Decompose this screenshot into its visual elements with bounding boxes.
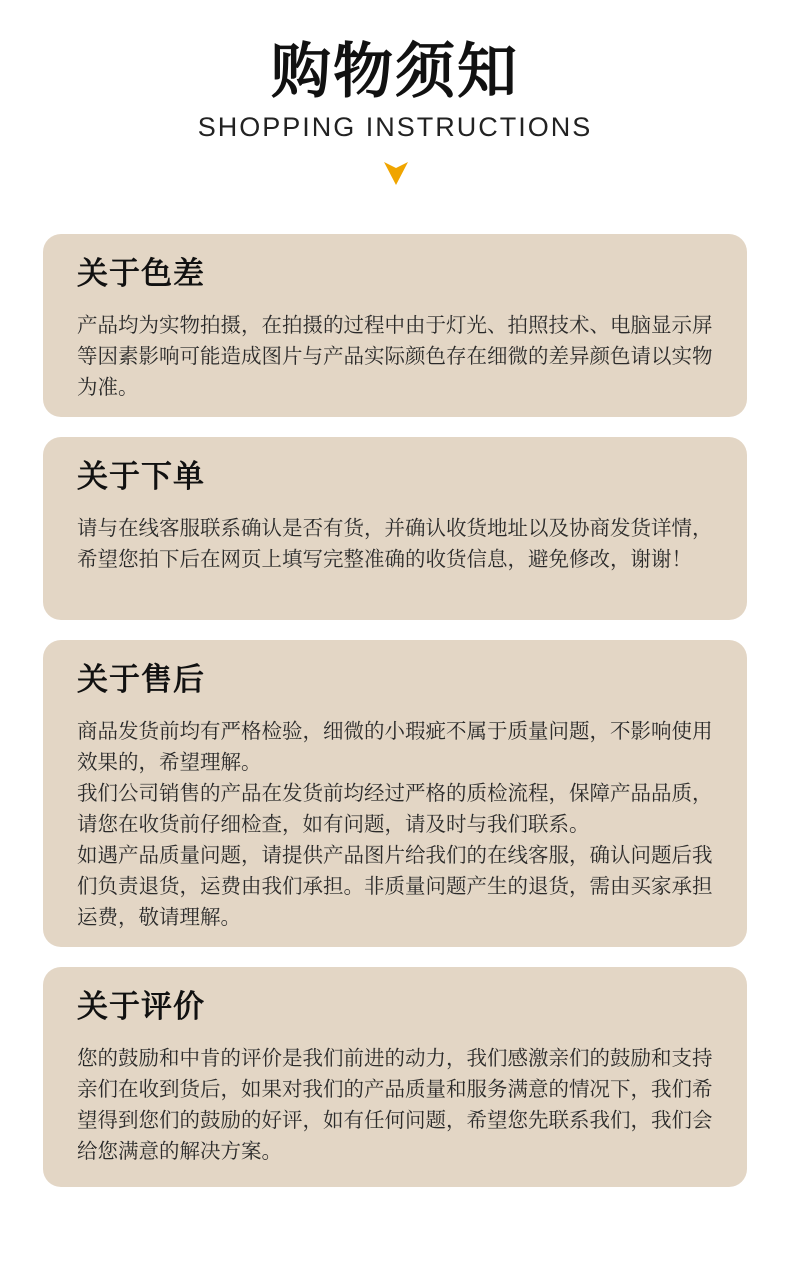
card-paragraph: 您的鼓励和中肯的评价是我们前进的动力，我们感激亲们的鼓励和支持亲们在收到货后，如果对我们的产品质量和服务满意的情况下，我们希望得到您们的鼓励的好评，如有任何问题，希望您先联系我们，我们会给您满意的解决方案。 [77,1046,713,1163]
card-heading: 关于售后 [77,662,205,698]
chevron-down-icon [383,160,409,186]
card-paragraph: 产品均为实物拍摄，在拍摄的过程中由于灯光、拍照技术、电脑显示屏等因素影响可能造成图片与产品实际颜色存在细微的差异颜色请以实物为准。 [77,313,713,399]
color-difference-card [43,234,747,417]
review-card [43,967,747,1187]
card-heading: 关于色差 [77,256,205,292]
card-body [77,716,717,933]
card-paragraph: 如遇产品质量问题，请提供产品图片给我们的在线客服，确认问题后我们负责退货，运费由我们承担。非质量问题产生的退货，需由买家承担运费，敬请理解。 [77,843,713,929]
card-paragraph: 我们公司销售的产品在发货前均经过严格的质检流程，保障产品品质，请您在收货前仔细检查，如有问题，请及时与我们联系。 [77,781,713,836]
card-body [77,1043,717,1167]
after-sales-card [43,640,747,947]
card-paragraph: 请与在线客服联系确认是否有货，并确认收货地址以及协商发货详情，希望您拍下后在网页上填写完整准确的收货信息，避免修改，谢谢！ [77,516,713,571]
page-subtitle: SHOPPING INSTRUCTIONS [197,112,593,142]
card-paragraph: 商品发货前均有严格检验，细微的小瑕疵不属于质量问题，不影响使用效果的，希望理解。 [77,719,713,774]
ordering-card [43,437,747,620]
card-heading: 关于下单 [77,459,205,495]
card-body [77,513,717,575]
card-body [77,310,717,403]
page-title: 购物须知 [271,37,519,107]
card-heading: 关于评价 [77,989,205,1025]
